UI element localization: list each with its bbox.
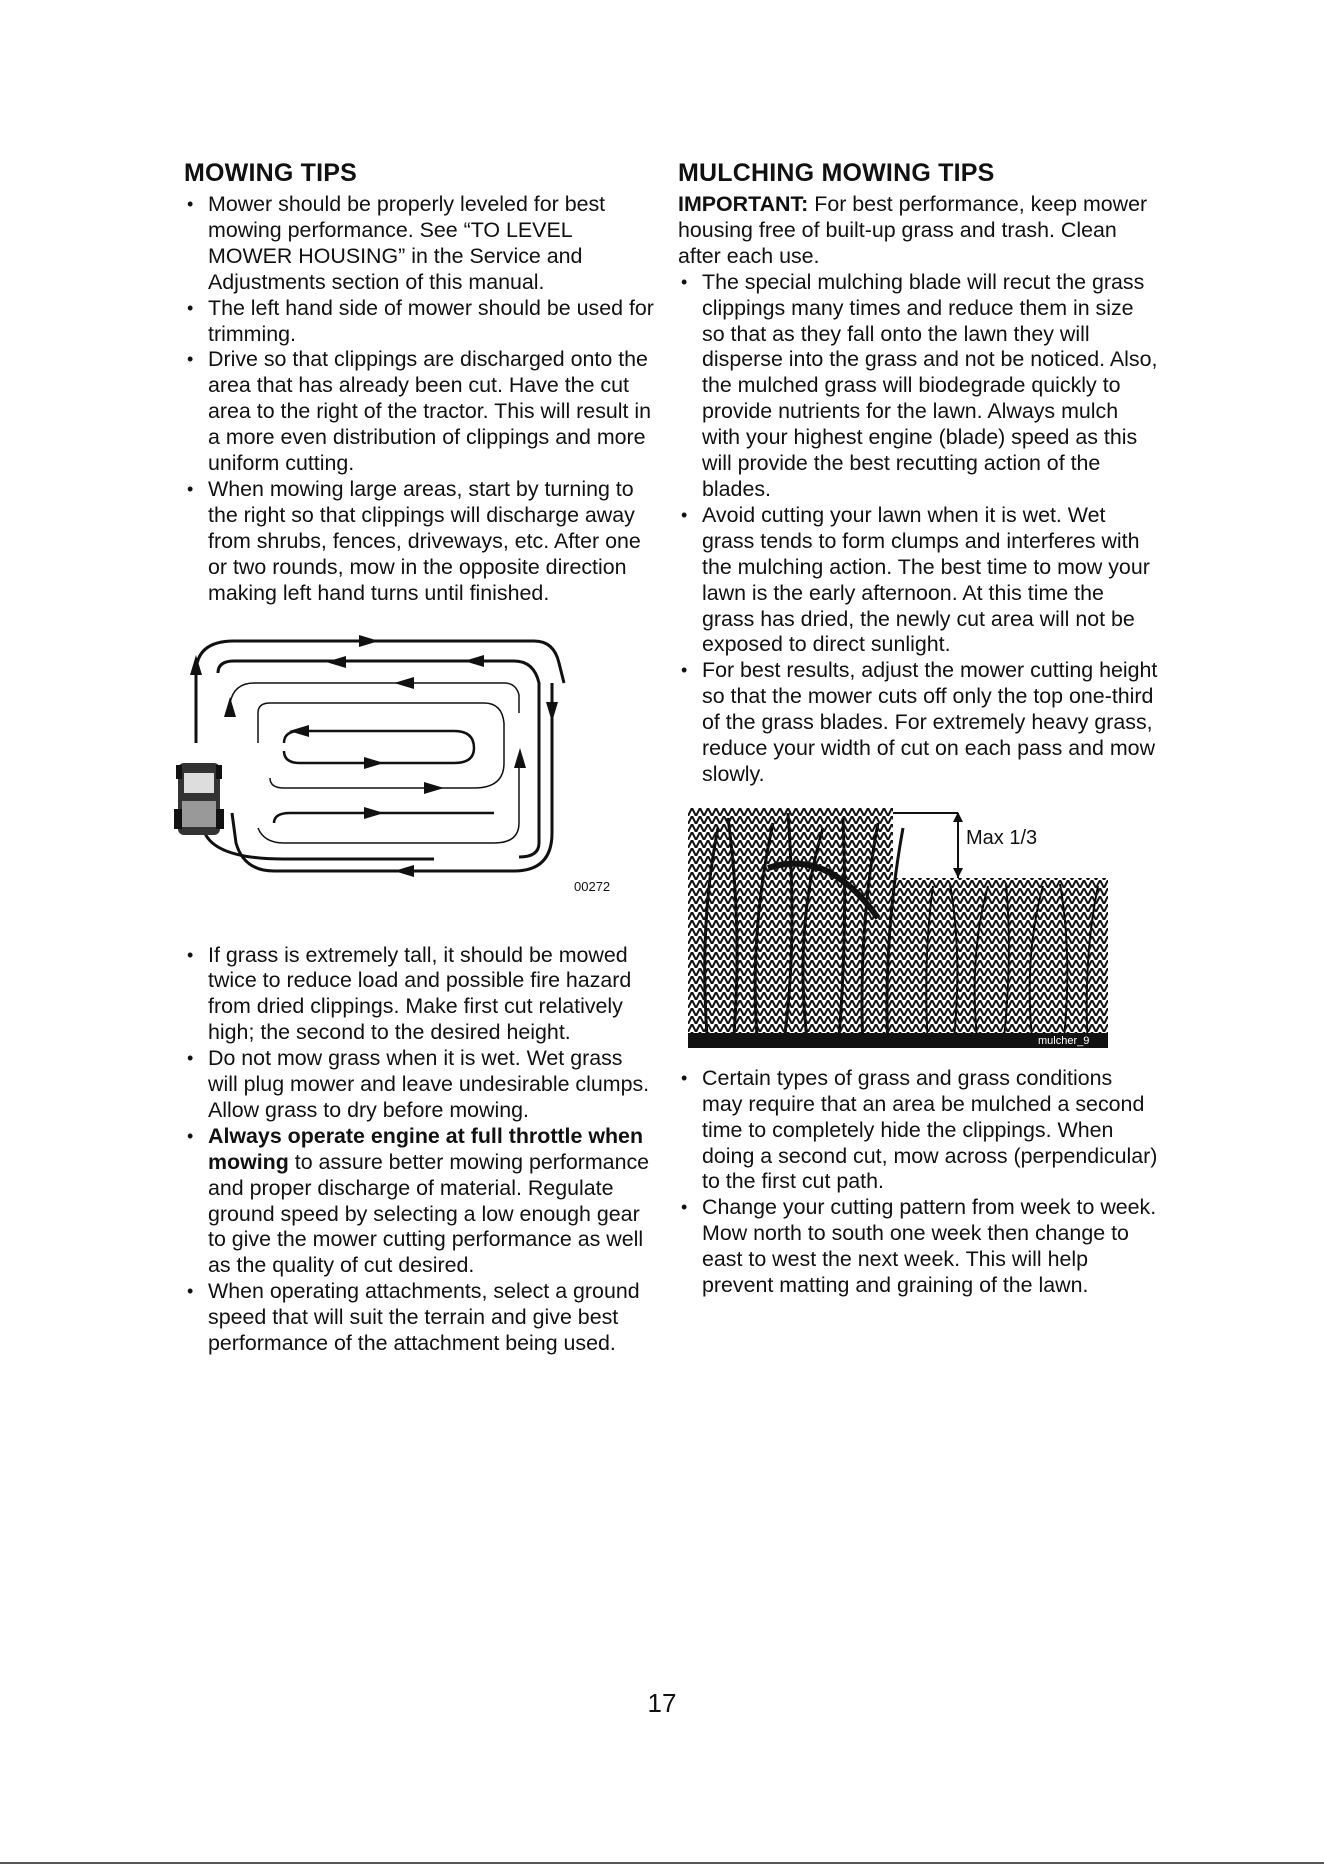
list-item: • Mower should be properly leveled for best mowing performance. See “TO LEVEL MOWER HOUSING” in the Service and Adjustments section of this manual.: [184, 192, 654, 296]
important-text: For best performance, keep mower housing free of built-up grass and trash. Clean after each use.: [678, 192, 1148, 268]
page-edge-divider: [0, 1862, 1324, 1864]
list-item: • The special mulching blade will recut the grass clippings many times and reduce them in size so that as they fall onto the lawn they will disperse into the grass and not be noticed. Also, the mulched grass will biodegrade quickly to provide nutrients for the lawn. Always mulch with your highest engine (blade) speed as this will provide the best recutting action of the blades.: [678, 270, 1158, 503]
list-item: • Avoid cutting your lawn when it is wet. Wet grass tends to form clumps and interferes with the mulching action. The best time to mow your lawn is the early afternoon. At this time the grass has dried, the newly cut area will not be exposed to direct sunlight.: [678, 503, 1158, 658]
page-number: 17: [647, 1688, 677, 1718]
figure-code: mulcher_9: [1038, 1034, 1090, 1047]
mowing-tips-list-top: [184, 192, 654, 607]
mulching-tips-heading: MULCHING MOWING TIPS: [678, 159, 995, 187]
list-item: • If grass is extremely tall, it should be mowed twice to reduce load and possible fire hazard from dried clippings. Make first cut relatively high; the second to the desired height.: [184, 943, 654, 1047]
list-item: [184, 1124, 654, 1279]
list-item: • Change your cutting pattern from week to week. Mow north to south one week then change to east to west the next week. This will help prevent matting and graining of the lawn.: [678, 1195, 1158, 1299]
throttle-bold-text: Always operate engine at full throttle when mowing: [208, 1123, 644, 1174]
list-item: • Certain types of grass and grass conditions may require that an area be mulched a second time to completely hide the clippings. When doing a second cut, mow across (perpendicular) to the first cut path.: [678, 1066, 1158, 1196]
mowing-tips-column: [184, 158, 654, 1357]
list-item: • When operating attachments, select a ground speed that will suit the terrain and give best performance of the attachment being used.: [184, 1279, 654, 1357]
mowing-pattern-figure: [174, 613, 644, 943]
figure-code: 00272: [574, 878, 611, 894]
important-label: IMPORTANT:: [678, 192, 809, 216]
important-paragraph: [678, 192, 1158, 270]
mowing-pattern-diagram: [174, 613, 644, 943]
mulching-tips-list-top: [678, 270, 1158, 788]
outer-path-top: [196, 641, 564, 703]
list-item: • Drive so that clippings are discharged onto the area that has already been cut. Have the cut area to the right of the tractor. This will result in a more even distribution of clippings and more uniform cutting.: [184, 347, 654, 477]
grass-height-diagram: [688, 808, 1108, 1048]
max-cut-label: Max 1/3: [966, 826, 1038, 849]
mowing-tips-heading: MOWING TIPS: [184, 159, 358, 187]
arrow-heads: [190, 635, 558, 877]
list-item: • When mowing large areas, start by turning to the right so that clippings will discharge away from shrubs, fences, driveways, etc. After one or two rounds, mow in the opposite direction making left hand turns until finished.: [184, 477, 654, 607]
list-item: • For best results, adjust the mower cutting height so that the mower cuts off only the top one-third of the grass blades. For extremely heavy grass, reduce your width of cut on each pass and mow slowly.: [678, 658, 1158, 788]
throttle-text: to assure better mowing performance and proper discharge of material. Regulate ground speed by selecting a low enough gear to give the mower cutting performance as well as the quality of cut desired.: [208, 1149, 650, 1278]
list-item: • Do not mow grass when it is wet. Wet grass will plug mower and leave undesirable clumps. Allow grass to dry before mowing.: [184, 1046, 654, 1124]
mowing-tips-list-bottom: [184, 943, 654, 1358]
grass-height-figure: [688, 808, 1108, 1048]
tractor-icon: [174, 763, 224, 835]
mulching-tips-column: [678, 158, 1158, 1299]
list-item: • The left hand side of mower should be used for trimming.: [184, 296, 654, 348]
mulching-tips-list-bottom: [678, 1066, 1158, 1299]
